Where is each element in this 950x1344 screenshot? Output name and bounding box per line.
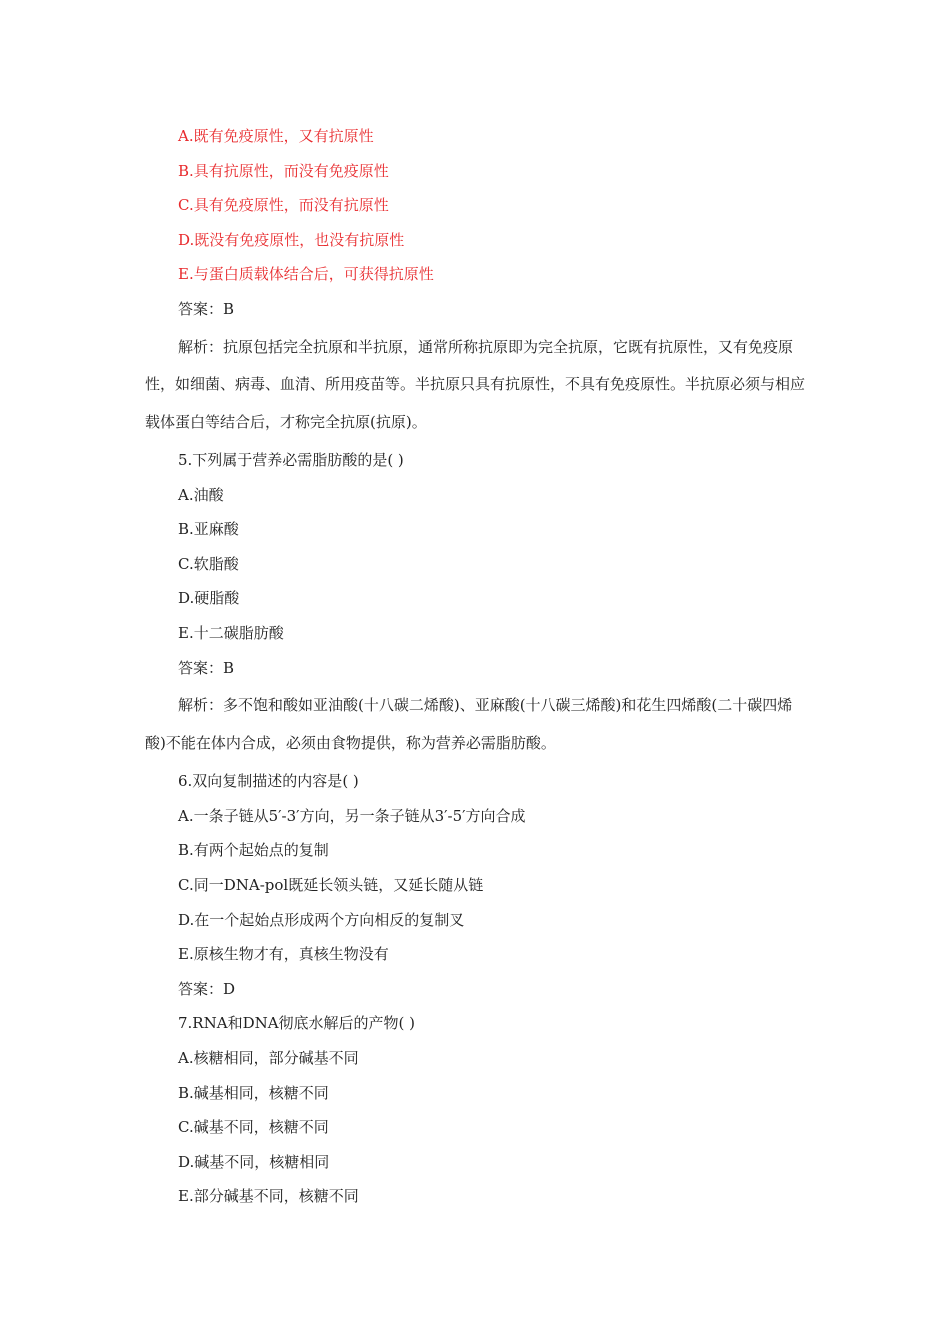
q6-option-e: E.原核生物才有，真核生物没有 [178, 945, 389, 964]
q6-option-a: A.一条子链从5′-3′方向，另一条子链从3′-5′方向合成 [178, 806, 526, 825]
q6-option-d: D.在一个起始点形成两个方向相反的复制叉 [178, 910, 465, 929]
q4-option-a: A.既有免疫原性，又有抗原性 [178, 127, 374, 145]
q4-option-e: E.与蛋白质载体结合后，可获得抗原性 [178, 265, 434, 284]
q6-option-b: B.有两个起始点的复制 [178, 841, 329, 860]
q5-option-c: C.软脂酸 [178, 554, 239, 573]
q6-answer: 答案：D [178, 979, 236, 998]
q5-question: 5.下列属于营养必需脂肪酸的是( ) [178, 451, 404, 470]
q5-answer: 答案：B [178, 658, 235, 677]
q6-question: 6.双向复制描述的内容是( ) [178, 772, 359, 791]
q7-option-c: C.碱基不同，核糖不同 [178, 1118, 329, 1137]
q5-explanation: 解析：多不饱和酸如亚油酸(十八碳二烯酸)、亚麻酸(十八碳三烯酸)和花生四烯酸(二十碳四烯酸)不能在体内合成，必须由食物提供，称为营养必需脂肪酸。 [145, 696, 793, 752]
q7-option-e: E.部分碱基不同，核糖不同 [178, 1187, 359, 1206]
document-content [145, 119, 810, 1214]
q4-explanation: 解析：抗原包括完全抗原和半抗原，通常所称抗原即为完全抗原，它既有抗原性，又有免疫原性，如细菌、病毒、血清、所用疫苗等。半抗原只具有抗原性，不具有免疫原性。半抗原必须与相应载体蛋白等结合后，才称完全抗原(抗原)。 [145, 337, 806, 431]
q7-question: 7.RNA和DNA彻底水解后的产物( ) [178, 1014, 416, 1033]
q5-option-a: A.油酸 [178, 485, 224, 504]
q5-option-b: B.亚麻酸 [178, 520, 239, 539]
q6-option-c: C.同一DNA-pol既延长领头链，又延长随从链 [178, 876, 484, 894]
q7-option-a: A.核糖相同，部分碱基不同 [178, 1048, 359, 1067]
q4-option-b: B.具有抗原性，而没有免疫原性 [178, 161, 389, 180]
q5-option-d: D.硬脂酸 [178, 589, 240, 608]
q5-option-e: E.十二碳脂肪酸 [178, 624, 284, 643]
q4-answer: 答案：B [178, 299, 235, 318]
q7-option-b: B.碱基相同，核糖不同 [178, 1083, 329, 1102]
q7-option-d: D.碱基不同，核糖相同 [178, 1152, 330, 1171]
q4-option-c: C.具有免疫原性，而没有抗原性 [178, 196, 389, 215]
q4-option-d: D.既没有免疫原性，也没有抗原性 [178, 230, 405, 249]
